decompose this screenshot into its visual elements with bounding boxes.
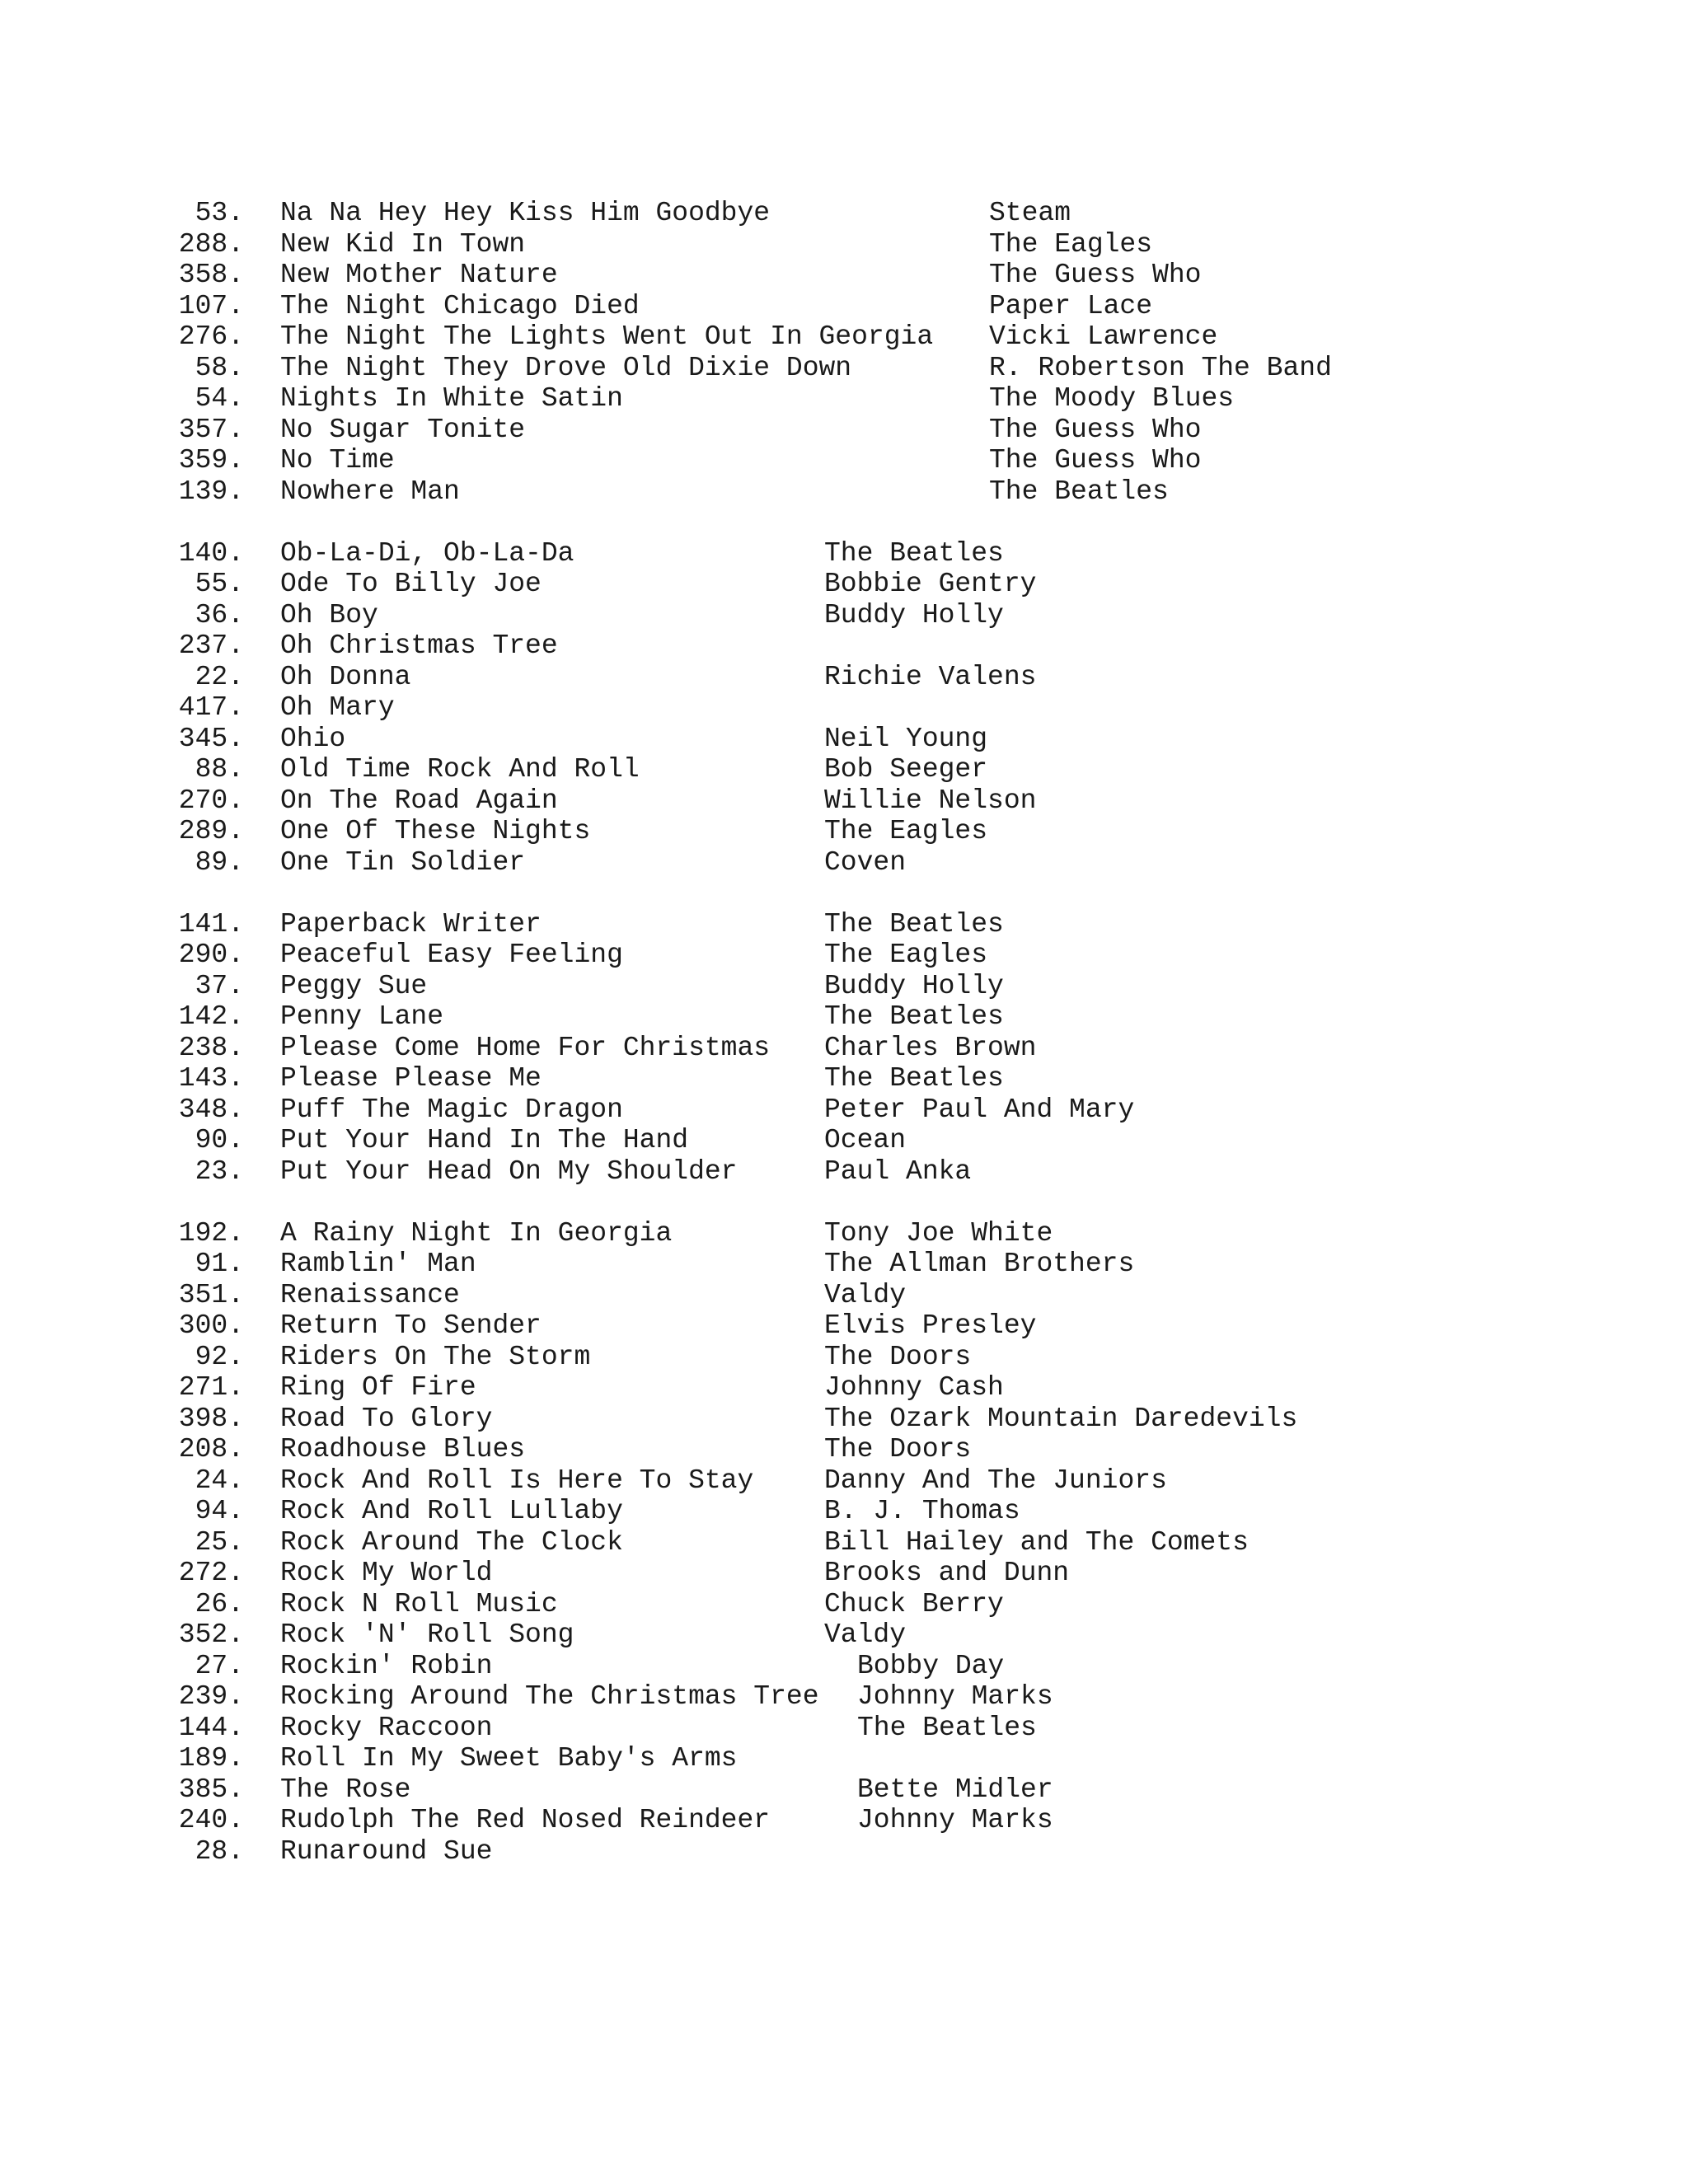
song-artist: The Guess Who — [989, 260, 1202, 290]
song-number: 276. — [178, 321, 244, 352]
song-title: The Rose — [280, 1774, 411, 1805]
song-artist: The Allman Brothers — [824, 1249, 1135, 1279]
song-number: 348. — [178, 1094, 244, 1125]
list-item — [0, 1218, 1688, 1249]
song-title: New Mother Nature — [280, 260, 558, 290]
song-title: Oh Boy — [280, 599, 378, 630]
song-artist: The Ozark Mountain Daredevils — [824, 1403, 1298, 1434]
song-title: Rudolph The Red Nosed Reindeer — [280, 1805, 771, 1835]
song-title: Rocky Raccoon — [280, 1712, 493, 1743]
song-number: 240. — [178, 1805, 244, 1835]
song-title: Rock 'N' Roll Song — [280, 1619, 574, 1650]
song-number: 88. — [195, 754, 244, 785]
song-artist: Richie Valens — [824, 661, 1037, 692]
song-number: 55. — [195, 569, 244, 599]
list-item — [0, 1465, 1688, 1497]
song-title: Paperback Writer — [280, 908, 542, 940]
list-item — [0, 1836, 1688, 1868]
song-number: 37. — [195, 970, 244, 1001]
list-item — [0, 1805, 1688, 1836]
song-title: Nights In White Satin — [280, 383, 623, 414]
list-item — [0, 1743, 1688, 1774]
song-number: 192. — [178, 1217, 244, 1249]
song-number: 141. — [178, 908, 244, 940]
list-item — [0, 538, 1688, 569]
song-title: Rocking Around The Christmas Tree — [280, 1681, 819, 1712]
list-item — [0, 383, 1688, 415]
list-item — [0, 1310, 1688, 1342]
song-artist: The Beatles — [824, 537, 1004, 569]
song-title: Old Time Rock And Roll — [280, 754, 640, 785]
song-artist: The Beatles — [824, 1001, 1004, 1032]
song-title: Rock N Roll Music — [280, 1588, 558, 1619]
list-item — [0, 909, 1688, 940]
song-artist: Ocean — [824, 1125, 907, 1155]
song-title: Please Please Me — [280, 1063, 542, 1094]
song-number: 288. — [178, 228, 244, 260]
song-title: Renaissance — [280, 1279, 460, 1310]
list-item — [0, 1651, 1688, 1682]
song-title: Rockin' Robin — [280, 1650, 493, 1681]
song-title: The Night They Drove Old Dixie Down — [280, 352, 852, 383]
song-title: Peggy Sue — [280, 970, 428, 1001]
list-item — [0, 1404, 1688, 1435]
song-number: 189. — [178, 1743, 244, 1774]
list-item — [0, 1713, 1688, 1744]
song-number: 94. — [195, 1496, 244, 1526]
song-number: 107. — [178, 290, 244, 321]
song-number: 90. — [195, 1125, 244, 1155]
song-artist: The Doors — [824, 1341, 972, 1372]
song-title: Peaceful Easy Feeling — [280, 940, 623, 970]
song-number: 23. — [195, 1155, 244, 1187]
song-title: Oh Mary — [280, 692, 395, 723]
list-item — [0, 476, 1688, 508]
list-item — [0, 1527, 1688, 1558]
song-artist: Willie Nelson — [824, 785, 1037, 816]
list-item — [0, 1558, 1688, 1589]
song-artist: B. J. Thomas — [824, 1496, 1020, 1526]
song-title: Nowhere Man — [280, 476, 460, 507]
song-title: No Time — [280, 445, 395, 476]
song-artist: The Guess Who — [989, 414, 1202, 445]
song-number: 91. — [195, 1249, 244, 1279]
list-item — [0, 1094, 1688, 1126]
song-artist: Valdy — [824, 1279, 907, 1310]
song-title: Penny Lane — [280, 1001, 444, 1032]
song-title: Return To Sender — [280, 1310, 542, 1341]
list-item — [0, 1496, 1688, 1527]
list-item — [0, 1372, 1688, 1404]
list-item — [0, 971, 1688, 1002]
list-item — [0, 1033, 1688, 1064]
song-artist: Johnny Marks — [857, 1681, 1053, 1712]
song-number: 36. — [195, 599, 244, 630]
song-artist: Vicki Lawrence — [989, 321, 1218, 352]
song-title: The Night The Lights Went Out In Georgia — [280, 321, 934, 352]
song-artist: Johnny Cash — [824, 1372, 1004, 1403]
song-artist: The Beatles — [857, 1712, 1037, 1743]
song-number: 239. — [178, 1681, 244, 1712]
song-title: On The Road Again — [280, 785, 558, 816]
song-artist: Buddy Holly — [824, 970, 1004, 1001]
song-number: 300. — [178, 1310, 244, 1341]
song-title: A Rainy Night In Georgia — [280, 1217, 673, 1249]
song-number: 144. — [178, 1712, 244, 1743]
song-artist: The Beatles — [824, 1063, 1004, 1094]
song-number: 358. — [178, 260, 244, 290]
song-number: 417. — [178, 692, 244, 723]
song-number: 237. — [178, 630, 244, 661]
song-number: 238. — [178, 1032, 244, 1063]
song-artist: Brooks and Dunn — [824, 1558, 1070, 1588]
song-artist: Valdy — [824, 1619, 907, 1650]
song-artist: R. Robertson The Band — [989, 352, 1332, 383]
list-item — [0, 1589, 1688, 1620]
song-artist: Elvis Presley — [824, 1310, 1037, 1341]
song-artist: Paul Anka — [824, 1155, 972, 1187]
song-title: One Tin Soldier — [280, 846, 526, 878]
song-artist: Chuck Berry — [824, 1588, 1004, 1619]
song-artist: Tony Joe White — [824, 1217, 1053, 1249]
song-number: 351. — [178, 1279, 244, 1310]
list-item — [0, 1125, 1688, 1156]
song-title: Ring Of Fire — [280, 1372, 476, 1403]
song-title: Ohio — [280, 723, 346, 754]
list-item — [0, 630, 1688, 662]
song-artist: The Eagles — [824, 940, 988, 970]
song-number: 289. — [178, 816, 244, 846]
list-item — [0, 816, 1688, 847]
song-artist: Coven — [824, 846, 907, 878]
list-item — [0, 415, 1688, 446]
list-item — [0, 1249, 1688, 1280]
song-title: Ramblin' Man — [280, 1249, 476, 1279]
song-artist: Charles Brown — [824, 1032, 1037, 1063]
song-number: 28. — [195, 1835, 244, 1867]
song-artist: Bob Seeger — [824, 754, 988, 785]
song-artist: Bill Hailey and The Comets — [824, 1526, 1249, 1558]
song-number: 27. — [195, 1650, 244, 1681]
song-title: Oh Donna — [280, 661, 411, 692]
song-title: Oh Christmas Tree — [280, 630, 558, 661]
song-number: 357. — [178, 414, 244, 445]
song-number: 53. — [195, 198, 244, 228]
song-artist: Bobby Day — [857, 1650, 1005, 1681]
song-artist: Neil Young — [824, 723, 988, 754]
list-item — [0, 569, 1688, 600]
list-item — [0, 291, 1688, 322]
song-title: Rock My World — [280, 1558, 493, 1588]
song-artist: Johnny Marks — [857, 1805, 1053, 1835]
song-number: 24. — [195, 1465, 244, 1496]
song-number: 359. — [178, 445, 244, 476]
song-artist: The Beatles — [824, 908, 1004, 940]
song-number: 89. — [195, 846, 244, 878]
song-number: 345. — [178, 723, 244, 754]
song-number: 54. — [195, 383, 244, 414]
song-number: 143. — [178, 1063, 244, 1094]
list-item — [0, 198, 1688, 229]
song-artist: Paper Lace — [989, 290, 1153, 321]
song-artist: Steam — [989, 198, 1071, 228]
song-number: 270. — [178, 785, 244, 816]
song-title: Puff The Magic Dragon — [280, 1094, 623, 1125]
song-artist: The Eagles — [989, 228, 1153, 260]
list-item — [0, 1063, 1688, 1094]
song-title: Roadhouse Blues — [280, 1434, 526, 1465]
song-number: 385. — [178, 1774, 244, 1805]
song-title: Roll In My Sweet Baby's Arms — [280, 1743, 738, 1774]
song-title: Put Your Hand In The Hand — [280, 1125, 689, 1155]
song-number: 352. — [178, 1619, 244, 1650]
song-number: 271. — [178, 1372, 244, 1403]
song-artist: Buddy Holly — [824, 599, 1004, 630]
list-item — [0, 1774, 1688, 1806]
song-number: 26. — [195, 1588, 244, 1619]
song-artist: Peter Paul And Mary — [824, 1094, 1135, 1125]
song-title: The Night Chicago Died — [280, 290, 640, 321]
list-item — [0, 321, 1688, 353]
song-artist: Bette Midler — [857, 1774, 1053, 1805]
song-number: 398. — [178, 1403, 244, 1434]
song-number: 22. — [195, 661, 244, 692]
song-title: Rock And Roll Is Here To Stay — [280, 1465, 754, 1496]
song-number: 142. — [178, 1001, 244, 1032]
song-number: 272. — [178, 1558, 244, 1588]
song-artist: Danny And The Juniors — [824, 1465, 1167, 1496]
list-item — [0, 1156, 1688, 1188]
song-number: 92. — [195, 1341, 244, 1372]
song-title: No Sugar Tonite — [280, 414, 526, 445]
song-title: Na Na Hey Hey Kiss Him Goodbye — [280, 198, 771, 228]
song-artist: The Beatles — [989, 476, 1169, 507]
list-item — [0, 600, 1688, 631]
list-item — [0, 1342, 1688, 1373]
song-number: 290. — [178, 940, 244, 970]
list-item — [0, 1681, 1688, 1713]
list-item — [0, 662, 1688, 693]
song-number: 58. — [195, 352, 244, 383]
song-number: 25. — [195, 1526, 244, 1558]
list-item — [0, 692, 1688, 724]
song-title: Riders On The Storm — [280, 1341, 591, 1372]
song-artist: The Moody Blues — [989, 383, 1235, 414]
song-title: New Kid In Town — [280, 228, 526, 260]
song-title: Please Come Home For Christmas — [280, 1032, 771, 1063]
song-number: 139. — [178, 476, 244, 507]
song-title: Put Your Head On My Shoulder — [280, 1155, 738, 1187]
list-item — [0, 724, 1688, 755]
song-title: Road To Glory — [280, 1403, 493, 1434]
list-item — [0, 260, 1688, 291]
song-title: One Of These Nights — [280, 816, 591, 846]
song-title: Ob-La-Di, Ob-La-Da — [280, 537, 574, 569]
song-title: Rock And Roll Lullaby — [280, 1496, 623, 1526]
list-item — [0, 445, 1688, 476]
list-item — [0, 353, 1688, 384]
list-item — [0, 1434, 1688, 1465]
song-artist: The Doors — [824, 1434, 972, 1465]
song-title: Runaround Sue — [280, 1835, 493, 1867]
list-item — [0, 1619, 1688, 1651]
list-item — [0, 940, 1688, 971]
song-artist: The Guess Who — [989, 445, 1202, 476]
song-title: Rock Around The Clock — [280, 1526, 623, 1558]
song-artist: The Eagles — [824, 816, 988, 846]
list-item — [0, 847, 1688, 879]
song-number: 140. — [178, 537, 244, 569]
song-number: 208. — [178, 1434, 244, 1465]
list-item — [0, 754, 1688, 785]
list-item — [0, 785, 1688, 817]
list-item — [0, 229, 1688, 260]
list-item — [0, 1280, 1688, 1311]
song-artist: Bobbie Gentry — [824, 569, 1037, 599]
song-title: Ode To Billy Joe — [280, 569, 542, 599]
list-item — [0, 1001, 1688, 1033]
